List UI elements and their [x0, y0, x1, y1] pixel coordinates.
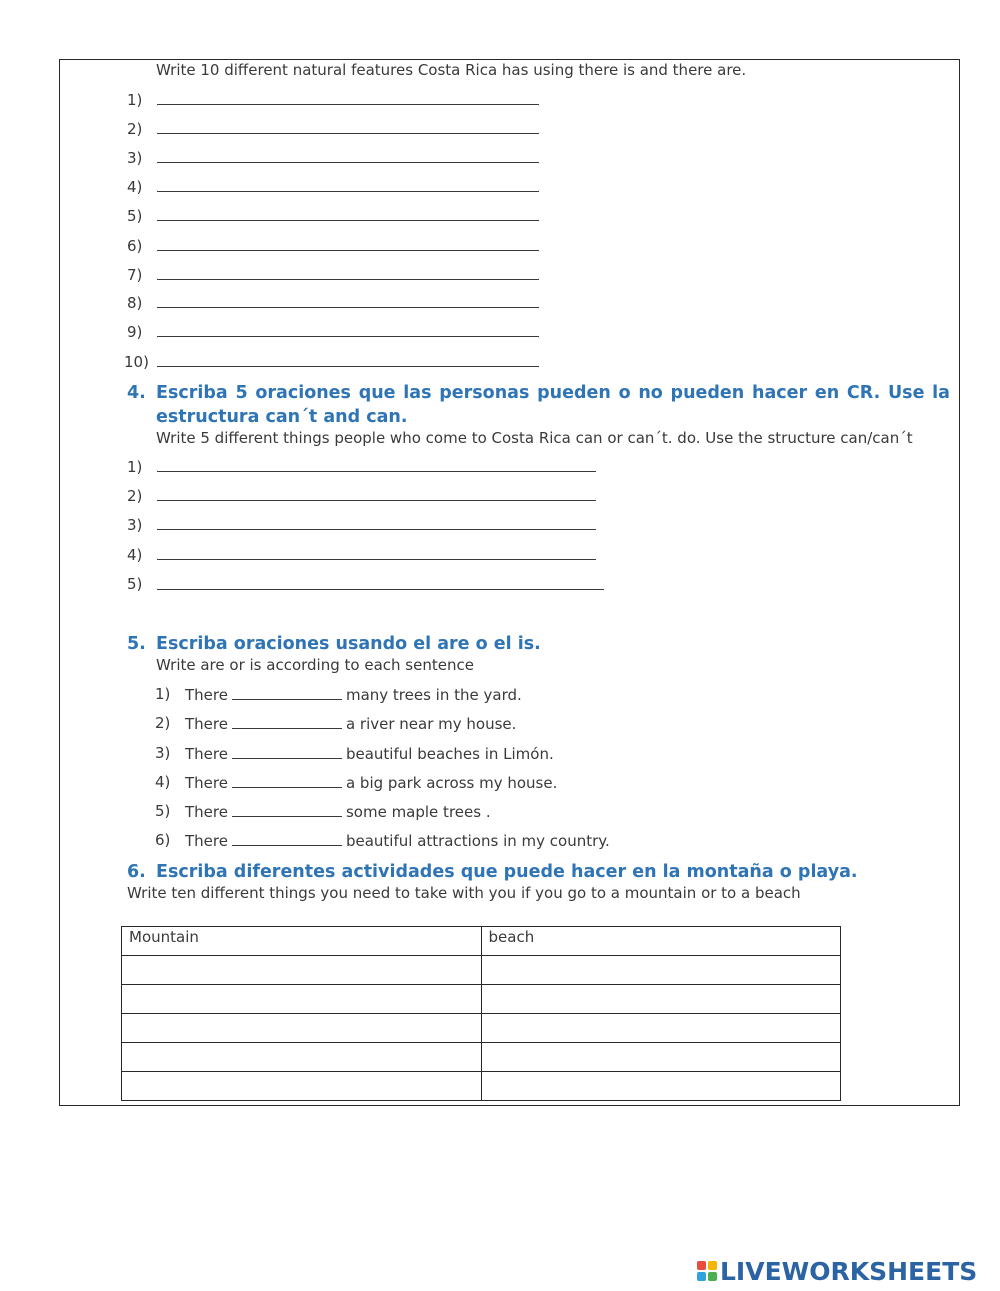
s4-answer-line[interactable]: [157, 589, 604, 590]
s3-item-number: 1): [127, 91, 143, 109]
mountain-cell[interactable]: [122, 1043, 482, 1072]
s5-sentence: [185, 831, 610, 850]
s4-item-number: 1): [127, 458, 143, 476]
s3-answer-line[interactable]: [157, 104, 539, 105]
beach-cell[interactable]: [481, 956, 841, 985]
s5-item-number: 4): [155, 773, 171, 791]
s4-item-number: 4): [127, 546, 143, 564]
s5-item-number: 3): [155, 744, 171, 762]
s5-sentence-start: There: [185, 715, 228, 733]
s3-item-number: 9): [127, 323, 143, 341]
s5-sentence-start: There: [185, 832, 228, 850]
table-header-beach: beach: [481, 927, 841, 956]
mountain-cell[interactable]: [122, 985, 482, 1014]
beach-cell[interactable]: [481, 1072, 841, 1101]
s3-item-number: 7): [127, 266, 143, 284]
s3-item-number: 6): [127, 237, 143, 255]
s5-blank[interactable]: [232, 714, 342, 729]
table-row: [122, 985, 841, 1014]
s4-answer-line[interactable]: [157, 559, 596, 560]
s5-sentence-end: some maple trees .: [345, 803, 491, 821]
section4-title: Escriba 5 oraciones que las personas pueden o no pueden hacer en CR. Use la estructura can´t and can.: [156, 383, 950, 427]
logo-square: [708, 1261, 717, 1270]
s3-item-number: 3): [127, 149, 143, 167]
s3-answer-line[interactable]: [157, 191, 539, 192]
s5-item-number: 5): [155, 802, 171, 820]
section4-number: 4.: [127, 383, 146, 403]
s5-blank[interactable]: [232, 744, 342, 759]
beach-cell[interactable]: [481, 1014, 841, 1043]
s5-blank[interactable]: [232, 802, 342, 817]
s3-answer-line[interactable]: [157, 250, 539, 251]
s5-sentence-start: There: [185, 686, 228, 704]
section4-instruction: Write 5 different things people who come to Costa Rica can or can´t. do. Use the structure can/can´t: [156, 429, 913, 447]
table-row: [122, 1072, 841, 1101]
beach-cell[interactable]: [481, 985, 841, 1014]
mountain-cell[interactable]: [122, 1072, 482, 1101]
section5-number: 5.: [127, 634, 146, 654]
s3-item-number: 8): [127, 294, 143, 312]
s5-sentence: [185, 685, 522, 704]
s3-item-number: 5): [127, 207, 143, 225]
s5-item-number: 6): [155, 831, 171, 849]
s3-answer-line[interactable]: [157, 366, 539, 367]
table-row: [122, 1014, 841, 1043]
s5-sentence-start: There: [185, 774, 228, 792]
beach-cell[interactable]: [481, 1043, 841, 1072]
s5-blank[interactable]: [232, 831, 342, 846]
s4-item-number: 5): [127, 575, 143, 593]
section5-instruction: Write are or is according to each sentence: [156, 656, 474, 674]
s3-item-number: 4): [127, 178, 143, 196]
s5-sentence: [185, 802, 491, 821]
s5-sentence-end: a river near my house.: [345, 715, 517, 733]
s4-answer-line[interactable]: [157, 500, 596, 501]
s5-item-number: 1): [155, 685, 171, 703]
s5-sentence-end: a big park across my house.: [345, 774, 558, 792]
s5-blank[interactable]: [232, 685, 342, 700]
section6-title: Escriba diferentes actividades que puede hacer en la montaña o playa.: [156, 862, 858, 882]
section3-instruction: Write 10 different natural features Costa Rica has using there is and there are.: [156, 61, 747, 79]
section6-number: 6.: [127, 862, 146, 882]
s5-sentence-end: many trees in the yard.: [345, 686, 522, 704]
s4-item-number: 2): [127, 487, 143, 505]
s5-sentence-start: There: [185, 745, 228, 763]
s5-sentence-end: beautiful attractions in my country.: [345, 832, 610, 850]
table-row: [122, 1043, 841, 1072]
logo-square: [708, 1272, 717, 1281]
logo-squares-icon: [697, 1261, 717, 1281]
s4-item-number: 3): [127, 516, 143, 534]
s4-answer-line[interactable]: [157, 471, 596, 472]
section6-instruction: Write ten different things you need to take with you if you go to a mountain or to a beach: [127, 884, 801, 902]
brand-name: LIVEWORKSHEETS: [720, 1256, 978, 1286]
s3-answer-line[interactable]: [157, 279, 539, 280]
mountain-beach-table: [121, 926, 841, 1101]
mountain-cell[interactable]: [122, 1014, 482, 1043]
s3-answer-line[interactable]: [157, 336, 539, 337]
s5-sentence: [185, 744, 554, 763]
s5-sentence: [185, 714, 516, 733]
liveworksheets-logo: [697, 1257, 977, 1285]
section5-title: Escriba oraciones usando el are o el is.: [156, 634, 541, 654]
mountain-cell[interactable]: [122, 956, 482, 985]
s5-sentence: [185, 773, 557, 792]
s3-answer-line[interactable]: [157, 220, 539, 221]
table-header-row: [122, 927, 841, 956]
s3-item-number: 2): [127, 120, 143, 138]
table-header-mountain: Mountain: [122, 927, 482, 956]
s5-blank[interactable]: [232, 773, 342, 788]
table-row: [122, 956, 841, 985]
s3-answer-line[interactable]: [157, 307, 539, 308]
s3-answer-line[interactable]: [157, 162, 539, 163]
s5-sentence-start: There: [185, 803, 228, 821]
logo-square: [697, 1272, 706, 1281]
s3-item-number: 10): [124, 353, 149, 371]
s5-sentence-end: beautiful beaches in Limón.: [345, 745, 554, 763]
s5-item-number: 2): [155, 714, 171, 732]
logo-square: [697, 1261, 706, 1270]
s3-answer-line[interactable]: [157, 133, 539, 134]
s4-answer-line[interactable]: [157, 529, 596, 530]
